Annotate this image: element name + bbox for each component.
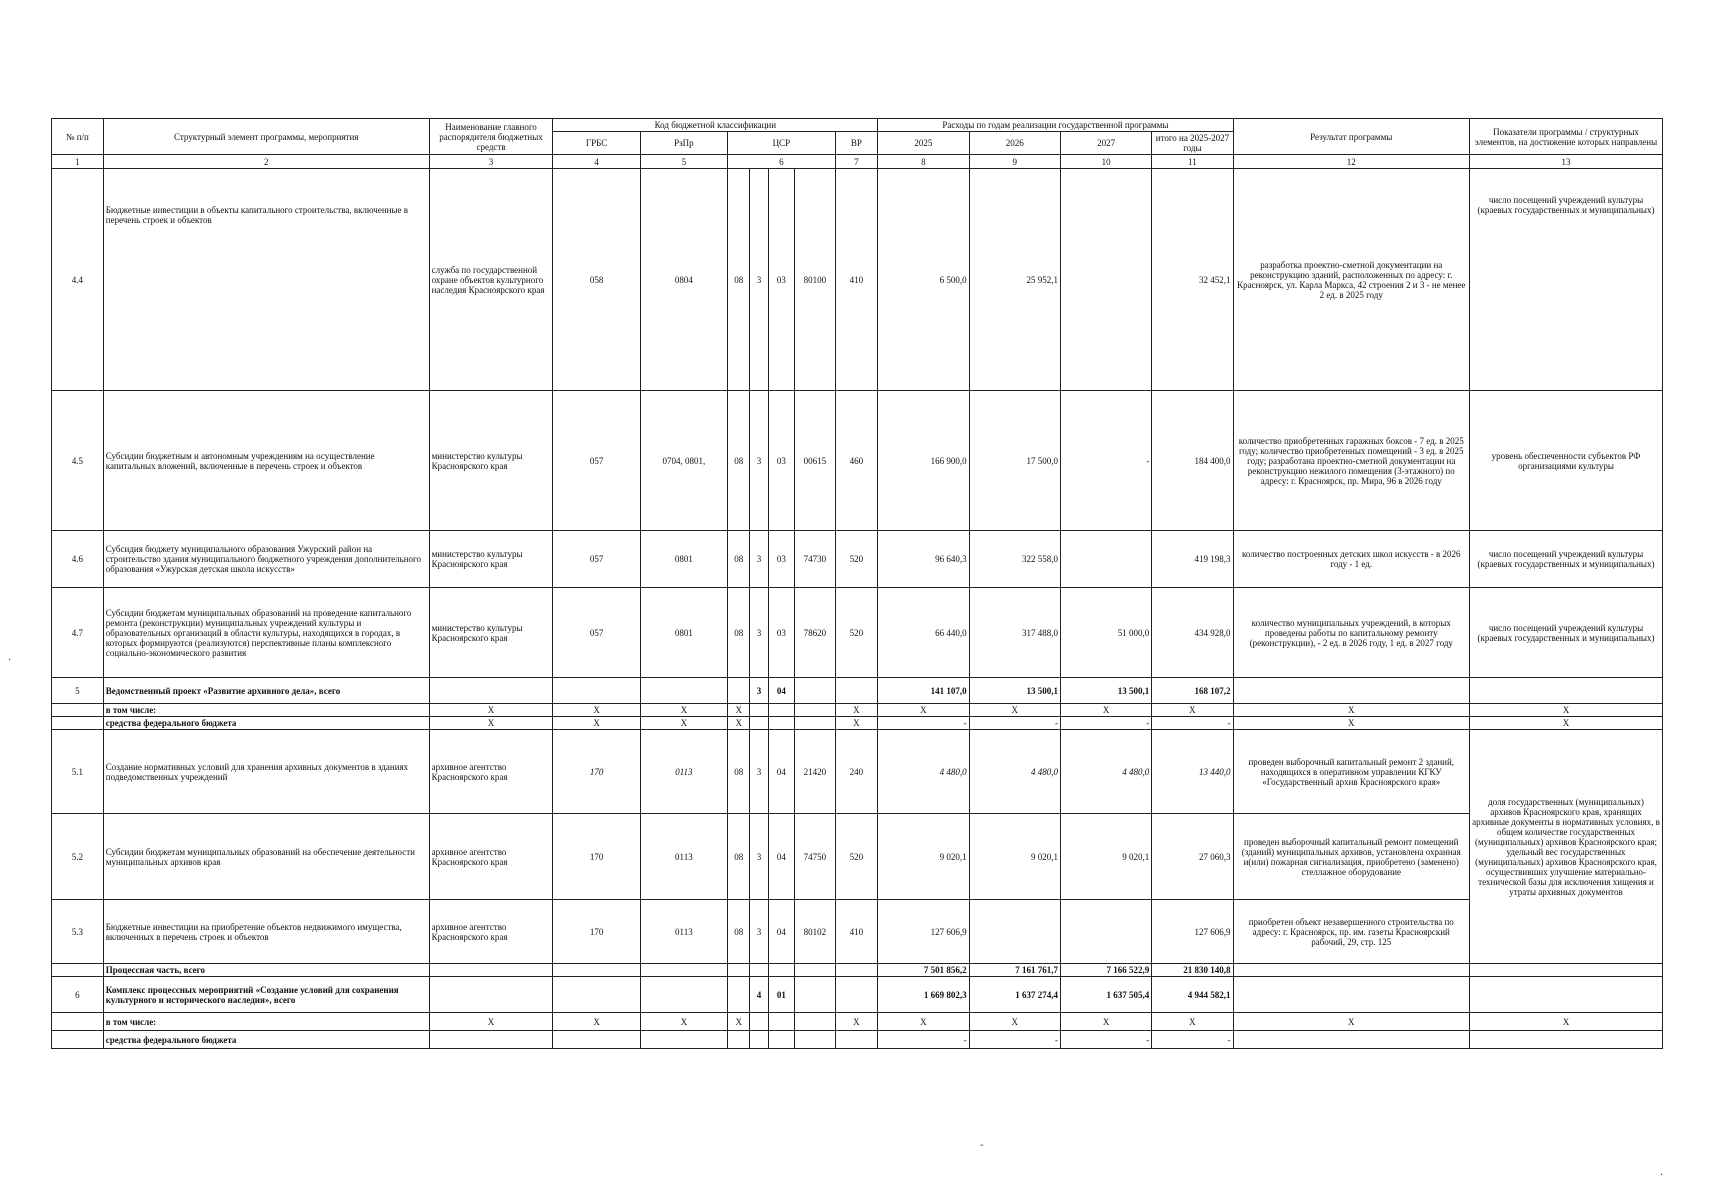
row-2025: 96 640,3: [878, 531, 969, 588]
row-total: 13 440,0: [1152, 730, 1233, 814]
row-csr-1: [728, 977, 750, 1013]
row-num: 5.3: [52, 900, 104, 964]
row-vr: [835, 977, 878, 1013]
row-2025: -: [878, 717, 969, 730]
row-vr: X: [835, 704, 878, 717]
row-2026: 13 500,1: [969, 678, 1060, 704]
row-grbs: [553, 977, 640, 1013]
row-vr: 520: [835, 531, 878, 588]
row-element: Процессная часть, всего: [103, 964, 429, 977]
row-num: 4.6: [52, 531, 104, 588]
row-csr-3: 03: [768, 588, 794, 678]
row-grbs: 057: [553, 391, 640, 531]
row-total: X: [1152, 704, 1233, 717]
row-total: -: [1152, 1031, 1233, 1049]
header-num: № п/п: [52, 119, 104, 155]
row-2027: X: [1060, 704, 1151, 717]
row-num: 5: [52, 678, 104, 704]
row-2025: 166 900,0: [878, 391, 969, 531]
row-csr-2: [750, 704, 768, 717]
row-manager: министерство культуры Красноярского края: [429, 588, 553, 678]
row-csr-3: 04: [768, 730, 794, 814]
header-rzpr: РзПр: [640, 132, 727, 155]
header-total: итого на 2025-2027 годы: [1152, 132, 1233, 155]
row-csr-4: [795, 977, 836, 1013]
row-rzpr: [640, 1031, 727, 1049]
row-grbs: 057: [553, 531, 640, 588]
row-manager: X: [429, 717, 553, 730]
row-result: проведен выборочный капитальный ремонт 2 зданий, находящихся в оперативном управлении КГКУ «Государственный архив Красноярского края»: [1233, 730, 1470, 814]
row-2025: 4 480,0: [878, 730, 969, 814]
row-2025: X: [878, 1013, 969, 1031]
row-vr: 520: [835, 814, 878, 900]
row-manager: X: [429, 1013, 553, 1031]
row-2026: 7 161 761,7: [969, 964, 1060, 977]
row-element: Комплекс процессных мероприятий «Создание условий для сохранения культурного и исторического наследия», всего: [103, 977, 429, 1013]
row-2026: X: [969, 1013, 1060, 1031]
table-row-6: [52, 977, 1663, 1013]
row-result: количество построенных детских школ искусств - в 2026 году - 1 ед.: [1233, 531, 1470, 588]
row-num: 5.1: [52, 730, 104, 814]
row-csr-1: 08: [728, 730, 750, 814]
row-2027: 4 480,0: [1060, 730, 1151, 814]
table-row-process-total: [52, 964, 1663, 977]
col-number: 9: [969, 155, 1060, 169]
row-rzpr: [640, 964, 727, 977]
table-row-4-6: [52, 531, 1663, 588]
row-csr-2: 3: [750, 900, 768, 964]
col-number: 5: [640, 155, 727, 169]
row-csr-1: [728, 678, 750, 704]
row-manager: [429, 1031, 553, 1049]
row-result: [1233, 1031, 1470, 1049]
row-2027: 51 000,0: [1060, 588, 1151, 678]
row-manager: служба по государственной охране объектов культурного наследия Красноярского края: [429, 169, 553, 391]
table-row-5-1: [52, 730, 1663, 814]
row-rzpr: 0801: [640, 588, 727, 678]
row-vr: 520: [835, 588, 878, 678]
row-csr-1: X: [728, 1013, 750, 1031]
row-2025: 66 440,0: [878, 588, 969, 678]
col-number: 6: [728, 155, 836, 169]
row-element: средства федерального бюджета: [103, 1031, 429, 1049]
row-vr: [835, 1031, 878, 1049]
row-csr-4: 74730: [795, 531, 836, 588]
scan-speck: ‑: [980, 1140, 984, 1151]
row-total: -: [1152, 717, 1233, 730]
row-vr: 410: [835, 900, 878, 964]
row-csr-2: [750, 964, 768, 977]
row-element: Субсидии бюджетным и автономным учреждениям на осуществление капитальных вложений, включенные в перечень строек и объектов: [103, 391, 429, 531]
row-result: приобретен объект незавершенного строительства по адресу: г. Красноярск, пр. им. газеты Красноярский рабочий, 29, стр. 125: [1233, 900, 1470, 964]
table-row-4-4: [52, 169, 1663, 391]
row-total: 168 107,2: [1152, 678, 1233, 704]
row-grbs: 170: [553, 730, 640, 814]
col-number: 11: [1152, 155, 1233, 169]
row-num: 4.7: [52, 588, 104, 678]
row-csr-4: [795, 964, 836, 977]
row-csr-4: 78620: [795, 588, 836, 678]
row-vr: X: [835, 717, 878, 730]
header-vr: ВР: [835, 132, 878, 155]
row-element: в том числе:: [103, 704, 429, 717]
row-csr-2: 3: [750, 814, 768, 900]
row-grbs: X: [553, 704, 640, 717]
row-2027: 9 020,1: [1060, 814, 1151, 900]
row-csr-3: 04: [768, 814, 794, 900]
row-csr-1: 08: [728, 531, 750, 588]
row-vr: 410: [835, 169, 878, 391]
row-result: [1233, 977, 1470, 1013]
row-rzpr: X: [640, 717, 727, 730]
row-csr-4: 00615: [795, 391, 836, 531]
row-2026: -: [969, 1031, 1060, 1049]
header-csr: ЦСР: [728, 132, 836, 155]
row-indicator: число посещений учреждений культуры (краевых государственных и муниципальных): [1470, 169, 1663, 391]
row-rzpr: 0113: [640, 900, 727, 964]
row-2025: 6 500,0: [878, 169, 969, 391]
row-indicator: доля государственных (муниципальных) архивов Красноярского края, хранящих архивные документы в нормативных условиях, в общем количестве государственных (муниципальных) архивов Красноярского края; удельный вес государственных (муниципальных) архивов Красноярского края, осуществивших улучшение материально-технической базы для исключения хищения и утраты архивных документов: [1470, 730, 1663, 964]
table-row-4-7: [52, 588, 1663, 678]
row-result: X: [1233, 1013, 1470, 1031]
row-indicator: число посещений учреждений культуры (краевых государственных и муниципальных): [1470, 531, 1663, 588]
row-num: 4.4: [52, 169, 104, 391]
row-rzpr: [640, 977, 727, 1013]
row-total: 27 060,3: [1152, 814, 1233, 900]
row-csr-2: 3: [750, 531, 768, 588]
row-vr: 460: [835, 391, 878, 531]
row-2026: 9 020,1: [969, 814, 1060, 900]
row-2026: -: [969, 717, 1060, 730]
row-csr-1: 08: [728, 169, 750, 391]
row-rzpr: 0801: [640, 531, 727, 588]
row-result: X: [1233, 704, 1470, 717]
row-csr-1: 08: [728, 814, 750, 900]
row-element: Субсидии бюджетам муниципальных образований на обеспечение деятельности муниципальных архивов края: [103, 814, 429, 900]
row-num: 6: [52, 977, 104, 1013]
row-csr-3: 03: [768, 169, 794, 391]
col-number: 8: [878, 155, 969, 169]
row-grbs: X: [553, 1013, 640, 1031]
row-2027: -: [1060, 717, 1151, 730]
header-grbs: ГРБС: [553, 132, 640, 155]
row-result: [1233, 678, 1470, 704]
row-grbs: 170: [553, 814, 640, 900]
col-number: 1: [52, 155, 104, 169]
row-2026: 1 637 274,4: [969, 977, 1060, 1013]
row-csr-3: [768, 964, 794, 977]
row-grbs: [553, 964, 640, 977]
row-indicator: [1470, 977, 1663, 1013]
row-csr-2: 4: [750, 977, 768, 1013]
row-grbs: [553, 1031, 640, 1049]
row-manager: министерство культуры Красноярского края: [429, 391, 553, 531]
col-number: 2: [103, 155, 429, 169]
row-csr-1: 08: [728, 900, 750, 964]
row-2026: 322 558,0: [969, 531, 1060, 588]
row-total: 4 944 582,1: [1152, 977, 1233, 1013]
row-manager: [429, 977, 553, 1013]
row-csr-3: 03: [768, 391, 794, 531]
header-result: Результат программы: [1233, 119, 1470, 155]
row-grbs: 170: [553, 900, 640, 964]
row-csr-2: [750, 1013, 768, 1031]
row-element: Субсидии бюджетам муниципальных образований на проведение капитального ремонта (реконструкции) муниципальных учреждений культуры и образовательных организаций в области культуры, находящихся в городах, в которых формируются (реализуются) перспективные планы комплексного социально-экономического развития: [103, 588, 429, 678]
row-csr-3: [768, 1013, 794, 1031]
row-2025: 1 669 802,3: [878, 977, 969, 1013]
row-csr-4: 80100: [795, 169, 836, 391]
row-2027: 1 637 505,4: [1060, 977, 1151, 1013]
header-2026: 2026: [969, 132, 1060, 155]
row-rzpr: X: [640, 1013, 727, 1031]
row-csr-4: [795, 717, 836, 730]
row-csr-2: 3: [750, 678, 768, 704]
row-num: [52, 1031, 104, 1049]
row-element: средства федерального бюджета: [103, 717, 429, 730]
row-2027: -: [1060, 1031, 1151, 1049]
col-number: 13: [1470, 155, 1663, 169]
row-2025: 7 501 856,2: [878, 964, 969, 977]
row-grbs: X: [553, 717, 640, 730]
header-2027: 2027: [1060, 132, 1151, 155]
table-row-6-incl: [52, 1013, 1663, 1031]
row-2026: [969, 900, 1060, 964]
row-2025: 141 107,0: [878, 678, 969, 704]
row-rzpr: X: [640, 704, 727, 717]
row-csr-1: [728, 1031, 750, 1049]
table-row-6-federal: [52, 1031, 1663, 1049]
row-result: проведен выборочный капитальный ремонт помещений (зданий) муниципальных архивов, установлена охранная и(или) пожарная сигнализация, приобретено (заменено) стеллажное оборудование: [1233, 814, 1470, 900]
row-total: 127 606,9: [1152, 900, 1233, 964]
row-2026: 4 480,0: [969, 730, 1060, 814]
table-row-5-federal: [52, 717, 1663, 730]
row-indicator: [1470, 678, 1663, 704]
row-csr-3: [768, 704, 794, 717]
scan-speck: ·: [8, 655, 12, 666]
row-2027: 13 500,1: [1060, 678, 1151, 704]
row-total: 419 198,3: [1152, 531, 1233, 588]
row-rzpr: 0113: [640, 814, 727, 900]
row-num: [52, 964, 104, 977]
col-number: 4: [553, 155, 640, 169]
row-manager: X: [429, 704, 553, 717]
row-result: [1233, 964, 1470, 977]
row-element: в том числе:: [103, 1013, 429, 1031]
row-csr-3: 03: [768, 531, 794, 588]
row-csr-2: 3: [750, 169, 768, 391]
row-num: [52, 704, 104, 717]
col-number: 10: [1060, 155, 1151, 169]
row-csr-2: [750, 1031, 768, 1049]
row-2026: 317 488,0: [969, 588, 1060, 678]
row-rzpr: 0113: [640, 730, 727, 814]
row-csr-1: 08: [728, 391, 750, 531]
row-csr-2: [750, 717, 768, 730]
row-csr-3: 04: [768, 900, 794, 964]
header-row-1: [52, 119, 1663, 132]
row-result: количество муниципальных учреждений, в которых проведены работы по капитальному ремонту (реконструкции), - 2 ед. в 2026 году, 1 ед. в 2027 году: [1233, 588, 1470, 678]
header-2025: 2025: [878, 132, 969, 155]
scan-speck: ·: [1660, 1170, 1664, 1181]
row-rzpr: [640, 678, 727, 704]
row-total: 184 400,0: [1152, 391, 1233, 531]
col-number: 12: [1233, 155, 1470, 169]
row-result: количество приобретенных гаражных боксов - 7 ед. в 2025 году; количество приобретенных помещений - 3 ед. в 2025 году; разработана проектно-сметной документации на реконструкцию нежилого помещения (3-этажного) по адресу: г. Красноярск, пр. Мира, 96 в 2026 году: [1233, 391, 1470, 531]
row-indicator: число посещений учреждений культуры (краевых государственных и муниципальных): [1470, 588, 1663, 678]
row-indicator: уровень обеспеченности субъектов РФ организациями культуры: [1470, 391, 1663, 531]
row-grbs: 057: [553, 588, 640, 678]
row-csr-4: [795, 704, 836, 717]
row-num: 5.2: [52, 814, 104, 900]
row-total: 434 928,0: [1152, 588, 1233, 678]
col-number: 7: [835, 155, 878, 169]
row-total: 21 830 140,8: [1152, 964, 1233, 977]
row-grbs: 058: [553, 169, 640, 391]
row-num: 4.5: [52, 391, 104, 531]
row-indicator: [1470, 964, 1663, 977]
row-2025: 9 020,1: [878, 814, 969, 900]
row-csr-4: 21420: [795, 730, 836, 814]
row-csr-1: [728, 964, 750, 977]
row-num: [52, 717, 104, 730]
row-2027: 7 166 522,9: [1060, 964, 1151, 977]
row-2027: [1060, 900, 1151, 964]
row-element: Бюджетные инвестиции в объекты капитального строительства, включенные в перечень строек и объектов: [103, 169, 429, 391]
row-csr-1: X: [728, 704, 750, 717]
header-element: Структурный элемент программы, мероприятия: [103, 119, 429, 155]
row-csr-3: [768, 1031, 794, 1049]
row-csr-4: [795, 1031, 836, 1049]
header-manager: Наименование главного распорядителя бюджетных средств: [429, 119, 553, 155]
table-row-5: [52, 678, 1663, 704]
row-csr-3: 04: [768, 678, 794, 704]
row-manager: архивное агентство Красноярского края: [429, 900, 553, 964]
row-indicator: X: [1470, 704, 1663, 717]
row-csr-2: 3: [750, 588, 768, 678]
row-csr-1: X: [728, 717, 750, 730]
row-csr-2: 3: [750, 730, 768, 814]
header-indicators: Показатели программы / структурных элементов, на достижение которых направлены: [1470, 119, 1663, 155]
col-number: 3: [429, 155, 553, 169]
row-manager: [429, 678, 553, 704]
row-csr-4: 80102: [795, 900, 836, 964]
header-expenses-group: Расходы по годам реализации государственной программы: [878, 119, 1233, 132]
row-vr: [835, 964, 878, 977]
row-manager: [429, 964, 553, 977]
table-row-5-incl: [52, 704, 1663, 717]
row-csr-3: [768, 717, 794, 730]
row-vr: 240: [835, 730, 878, 814]
row-2026: 17 500,0: [969, 391, 1060, 531]
row-element: Бюджетные инвестиции на приобретение объектов недвижимого имущества, включенных в перечень строек и объектов: [103, 900, 429, 964]
row-2026: 25 952,1: [969, 169, 1060, 391]
row-num: [52, 1013, 104, 1031]
row-csr-4: 74750: [795, 814, 836, 900]
row-indicator: X: [1470, 717, 1663, 730]
row-grbs: [553, 678, 640, 704]
header-code-group: Код бюджетной классификации: [553, 119, 878, 132]
row-2027: X: [1060, 1013, 1151, 1031]
row-manager: министерство культуры Красноярского края: [429, 531, 553, 588]
row-2025: -: [878, 1031, 969, 1049]
row-2025: 127 606,9: [878, 900, 969, 964]
row-vr: [835, 678, 878, 704]
row-2026: X: [969, 704, 1060, 717]
row-element: Создание нормативных условий для хранения архивных документов в зданиях подведомственных учреждений: [103, 730, 429, 814]
row-result: разработка проектно-сметной документации на реконструкцию зданий, расположенных по адресу: г. Красноярск, ул. Карла Маркса, 42 строения 2 и 3 - не менее 2 ед. в 2025 году: [1233, 169, 1470, 391]
row-2025: X: [878, 704, 969, 717]
row-vr: X: [835, 1013, 878, 1031]
row-csr-3: 01: [768, 977, 794, 1013]
row-csr-4: [795, 678, 836, 704]
budget-program-table: [51, 118, 1663, 1049]
row-csr-2: 3: [750, 391, 768, 531]
row-2027: -: [1060, 391, 1151, 531]
row-result: X: [1233, 717, 1470, 730]
row-rzpr: 0704, 0801,: [640, 391, 727, 531]
row-indicator: [1470, 1031, 1663, 1049]
row-total: 32 452,1: [1152, 169, 1233, 391]
row-element: Ведомственный проект «Развитие архивного дела», всего: [103, 678, 429, 704]
table-row-5-2: [52, 814, 1663, 900]
row-element: Субсидия бюджету муниципального образования Ужурский район на строительство здания муниципального бюджетного учреждения дополнительного образования «Ужурская детская школа искусств»: [103, 531, 429, 588]
row-manager: архивное агентство Красноярского края: [429, 814, 553, 900]
table-row-4-5: [52, 391, 1663, 531]
row-csr-1: 08: [728, 588, 750, 678]
row-total: X: [1152, 1013, 1233, 1031]
row-2027: [1060, 531, 1151, 588]
column-number-row: [52, 155, 1663, 169]
row-indicator: X: [1470, 1013, 1663, 1031]
row-manager: архивное агентство Красноярского края: [429, 730, 553, 814]
row-csr-4: [795, 1013, 836, 1031]
row-rzpr: 0804: [640, 169, 727, 391]
table-row-5-3: [52, 900, 1663, 964]
row-2027: [1060, 169, 1151, 391]
